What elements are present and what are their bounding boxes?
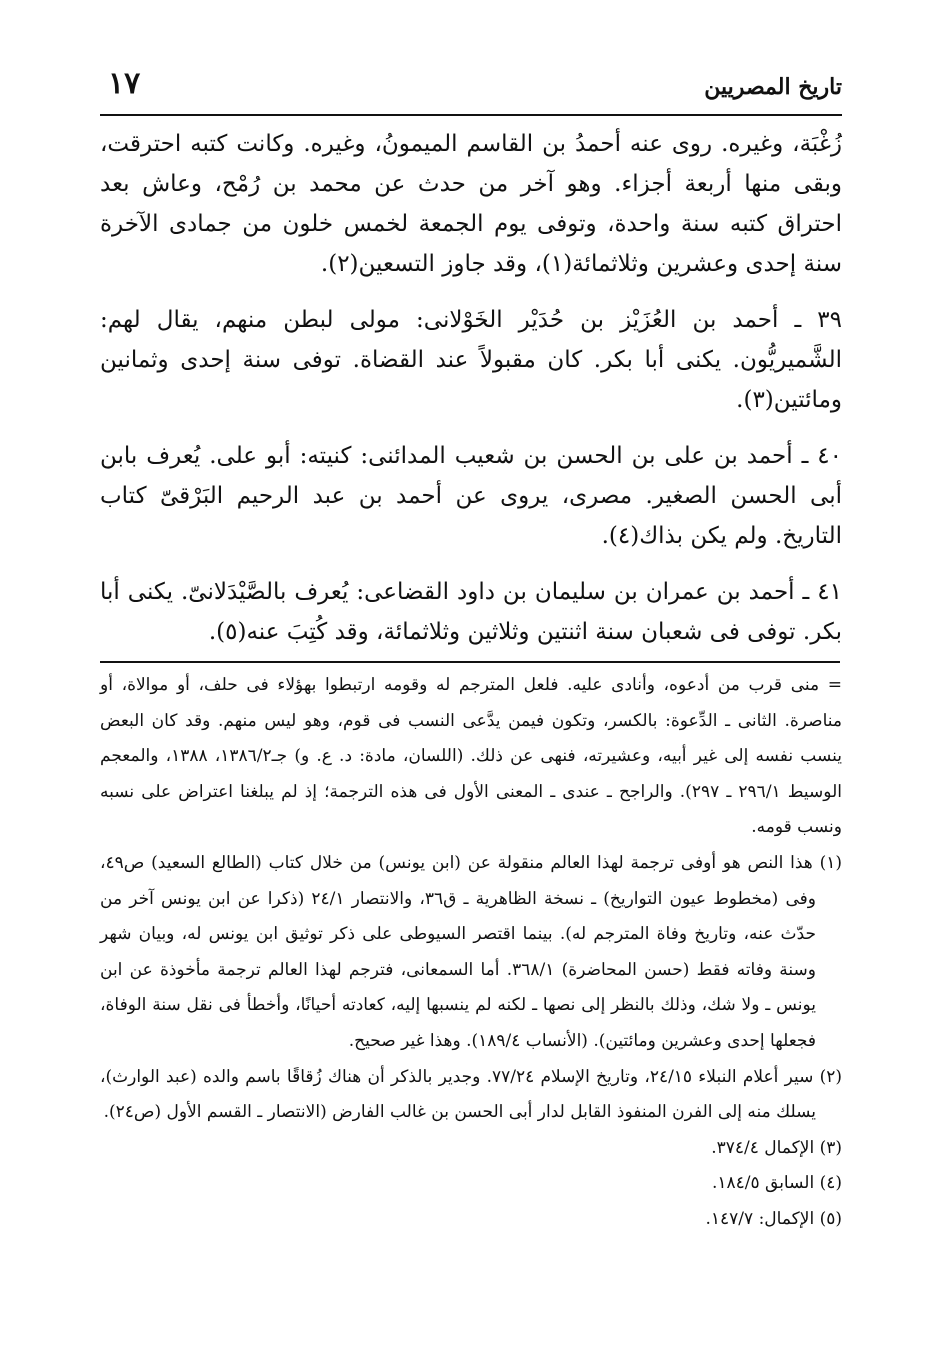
footnotes [100, 668, 842, 1238]
page-number: ١٧ [108, 66, 141, 101]
entry-39: ٣٩ ـ أحمد بن العُزَيْز بن حُدَيْر الخَوْلانى: مولى لبطن منهم، يقال لهم: الشَّميريُّون. يكنى أبا بكر. كان مقبولاً عند القضاة. توفى سنة إحدى وثمانين ومائتين(٣). [100, 307, 843, 413]
footnote-4: (٤) السابق ١٨٤/٥. [711, 1173, 842, 1194]
entry-41: ٤١ ـ أحمد بن عمران بن سليمان بن داود القضاعى: يُعرف بالصَّيْدَلانىّ. يكنى أبا بكر. توفى فى شعبان سنة اثنتين وثلاثين وثلاثمائة، وقد كُتِبَ عنه(٥). [100, 579, 842, 645]
running-title: تاريخ المصريين [704, 74, 842, 100]
footnote-1: (١) هذا النص هو أوفى ترجمة لهذا العالم منقولة عن (ابن يونس) من خلال كتاب (الطالع السعيد) ص٤٩، وفى (مخطوط عيون التواريخ) ـ نسخة الظاهرية ـ ق٣٦، والانتصار ٢٤/١ (ذكرا عن ابن يونس آخر من حدّث عنه، وتاريخ وفاة المترجم له). بينما اقتصر السيوطى على ذكر توثيق ابن يونس له، وبيان شهر وسنة وفاته فقط (حسن المحاضرة) ٣٦٨/١. أما السمعانى، فترجم لهذا العالم ترجمة مأخوذة عن ابن يونس ـ ولا شك، وذلك بالنظر إلى نصها ـ لكنه لم ينسبها إليه، كعادته أحيانًا، وأخطأ فى نقل سنة الوفاة، فجعلها إحدى وعشرين ومائتين). (الأنساب ١٨٩/٤). وهذا غير صحيح. [100, 852, 842, 1051]
footnote-5: (٥) الإكمال: ١٤٧/٧. [705, 1208, 842, 1229]
main-text [100, 124, 842, 668]
header-rule [100, 114, 842, 116]
footnote-2: (٢) سير أعلام النبلاء ٢٤/١٥، وتاريخ الإسلام ٧٧/٢٤. وجدير بالذكر أن هناك زُقاقًا باسم والده (عبد الوارث)، يسلك منه إلى الفرن المنفوذ القابل لدار أبى الحسن بن غالب الفارض (الانتصار ـ القسم الأول (ص٢٤). [100, 1066, 842, 1123]
page-header [100, 66, 842, 110]
footnote-separator [100, 661, 840, 663]
entry-40: ٤٠ ـ أحمد بن على بن الحسن بن شعيب المدائنى: كنيته: أبو على. يُعرف بابن أبى الحسن الصغير. مصرى، يروى عن أحمد بن عبد الرحيم البَرْقىّ كتاب التاريخ. ولم يكن بذاك(٤). [100, 443, 842, 549]
paragraph-continuation: زُغْبَة، وغيره. روى عنه أحمدُ بن القاسم الميمونُ، وغيره. وكانت كتبه احترقت، وبقى منها أربعة أجزاء. وهو آخر من حدث عن محمد بن رُمْح، وعاش بعد احتراق كتبه سنة واحدة، وتوفى يوم الجمعة لخمس خلون من جمادى الآخرة سنة إحدى وعشرين وثلاثمائة(١)، وقد جاوز التسعين(٢). [100, 131, 842, 277]
footnote-3: (٣) الإكمال ٣٧٤/٤. [711, 1137, 842, 1158]
footnote-continuation: = منى قرب من أدعوه، وأنادى عليه. فلعل المترجم له وقومه ارتبطوا بهؤلاء فى حلف، أو موالاة، أو مناصرة. الثانى ـ الدِّعوة: بالكسر، وتكون فيمن يدَّعى النسب فى قوم، وهو ليس منهم. وقد كان البعض ينسب نفسه إلى غير أبيه، وعشيرته، فنهى عن ذلك. (اللسان، مادة: د. ع. و) جـ١٣٨٦/٢، ١٣٨٨، والمعجم الوسيط ٢٩٦/١ ـ ٢٩٧). والراجح ـ عندى ـ المعنى الأول فى هذه الترجمة؛ إذ لم يبلغنا اعتراض على نسبه ونسب قومه. [100, 675, 843, 838]
